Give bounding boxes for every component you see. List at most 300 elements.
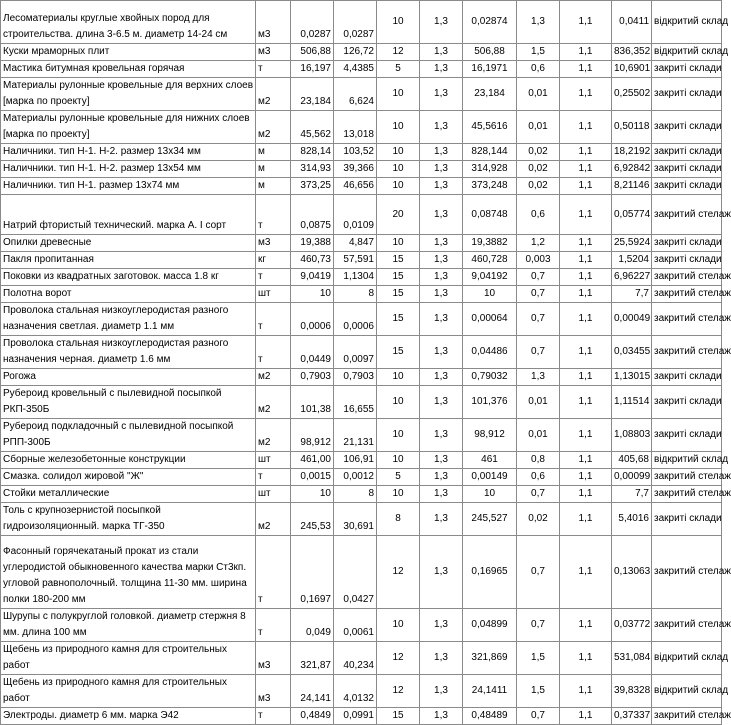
norm-cell: 1,3 (517, 1, 560, 44)
storage-type-cell: закритий стелаж (652, 269, 722, 286)
material-name-cell: Опилки древесные (1, 235, 256, 252)
factor-cell: 1,1 (560, 486, 612, 503)
factor-cell: 1,1 (560, 369, 612, 386)
storage-type-cell: закриті склади (652, 144, 722, 161)
norm-cell: 0,7 (517, 708, 560, 725)
unit-cell: м3 (256, 1, 291, 44)
storage-type-cell: відкритий склад (652, 1, 722, 44)
coefficient-cell: 1,3 (420, 178, 463, 195)
unit-cell: м3 (256, 44, 291, 61)
volume-cell: 45,5616 (463, 111, 517, 144)
quantity-cell: 460,73 (291, 252, 334, 269)
quantity-cell: 24,141 (291, 675, 334, 708)
factor-cell: 1,1 (560, 503, 612, 536)
quantity-cell: 828,14 (291, 144, 334, 161)
quantity-per-unit-cell: 40,234 (334, 642, 377, 675)
days-cell: 15 (377, 336, 420, 369)
material-name-cell: Сборные железобетонные конструкции (1, 452, 256, 469)
table-row (1, 269, 722, 286)
volume-cell: 314,928 (463, 161, 517, 178)
material-name-cell: Наличники. тип Н-1. Н-2. размер 13х34 мм (1, 144, 256, 161)
norm-cell: 0,8 (517, 452, 560, 469)
volume-cell: 0,00149 (463, 469, 517, 486)
unit-cell: т (256, 195, 291, 235)
unit-cell: т (256, 303, 291, 336)
coefficient-cell: 1,3 (420, 144, 463, 161)
days-cell: 10 (377, 609, 420, 642)
coefficient-cell: 1,3 (420, 486, 463, 503)
table-row (1, 144, 722, 161)
factor-cell: 1,1 (560, 252, 612, 269)
days-cell: 20 (377, 195, 420, 235)
unit-cell: шт (256, 486, 291, 503)
quantity-per-unit-cell: 0,0427 (334, 536, 377, 609)
days-cell: 15 (377, 269, 420, 286)
norm-cell: 0,6 (517, 195, 560, 235)
storage-type-cell: закриті склади (652, 369, 722, 386)
material-name-cell: Материалы рулонные кровельные для нижних слоев [марка по проекту] (1, 111, 256, 144)
quantity-per-unit-cell: 0,0991 (334, 708, 377, 725)
days-cell: 10 (377, 161, 420, 178)
days-cell: 10 (377, 486, 420, 503)
quantity-cell: 0,0015 (291, 469, 334, 486)
volume-cell: 0,08748 (463, 195, 517, 235)
coefficient-cell: 1,3 (420, 286, 463, 303)
area-cell: 0,13063 (612, 536, 652, 609)
quantity-per-unit-cell: 0,0097 (334, 336, 377, 369)
storage-type-cell: закриті склади (652, 252, 722, 269)
days-cell: 15 (377, 303, 420, 336)
volume-cell: 321,869 (463, 642, 517, 675)
norm-cell: 1,5 (517, 675, 560, 708)
table-row (1, 642, 722, 675)
days-cell: 10 (377, 419, 420, 452)
quantity-cell: 314,93 (291, 161, 334, 178)
quantity-cell: 101,38 (291, 386, 334, 419)
coefficient-cell: 1,3 (420, 386, 463, 419)
table-row (1, 235, 722, 252)
coefficient-cell: 1,3 (420, 111, 463, 144)
quantity-per-unit-cell: 16,655 (334, 386, 377, 419)
material-name-cell: Толь с крупнозернистой посыпкой гидроизоляционный. марка ТГ-350 (1, 503, 256, 536)
coefficient-cell: 1,3 (420, 61, 463, 78)
unit-cell: м2 (256, 111, 291, 144)
quantity-cell: 10 (291, 286, 334, 303)
material-name-cell: Материалы рулонные кровельные для верхних слоев [марка по проекту] (1, 78, 256, 111)
storage-type-cell: відкритий склад (652, 675, 722, 708)
days-cell: 10 (377, 144, 420, 161)
material-name-cell: Наличники. тип Н-1. размер 13х74 мм (1, 178, 256, 195)
norm-cell: 0,003 (517, 252, 560, 269)
factor-cell: 1,1 (560, 111, 612, 144)
storage-type-cell: закритий стелаж (652, 303, 722, 336)
quantity-per-unit-cell: 4,847 (334, 235, 377, 252)
norm-cell: 0,7 (517, 303, 560, 336)
material-name-cell: Натрий фтористый технический. марка А. I сорт (1, 195, 256, 235)
factor-cell: 1,1 (560, 144, 612, 161)
days-cell: 8 (377, 503, 420, 536)
table-row (1, 452, 722, 469)
table-row (1, 78, 722, 111)
area-cell: 405,68 (612, 452, 652, 469)
coefficient-cell: 1,3 (420, 369, 463, 386)
unit-cell: м (256, 161, 291, 178)
quantity-cell: 0,0449 (291, 336, 334, 369)
quantity-per-unit-cell: 103,52 (334, 144, 377, 161)
norm-cell: 0,7 (517, 609, 560, 642)
factor-cell: 1,1 (560, 195, 612, 235)
days-cell: 10 (377, 78, 420, 111)
material-name-cell: Шурупы с полукруглой головкой. диаметр стержня 8 мм. длина 100 мм (1, 609, 256, 642)
storage-type-cell: закритий стелаж (652, 336, 722, 369)
factor-cell: 1,1 (560, 44, 612, 61)
factor-cell: 1,1 (560, 269, 612, 286)
quantity-per-unit-cell: 0,0061 (334, 609, 377, 642)
quantity-cell: 10 (291, 486, 334, 503)
days-cell: 12 (377, 536, 420, 609)
norm-cell: 1,5 (517, 44, 560, 61)
unit-cell: м3 (256, 675, 291, 708)
days-cell: 10 (377, 235, 420, 252)
unit-cell: м2 (256, 78, 291, 111)
area-cell: 0,37337 (612, 708, 652, 725)
factor-cell: 1,1 (560, 675, 612, 708)
factor-cell: 1,1 (560, 161, 612, 178)
coefficient-cell: 1,3 (420, 195, 463, 235)
area-cell: 0,00049 (612, 303, 652, 336)
volume-cell: 506,88 (463, 44, 517, 61)
quantity-cell: 373,25 (291, 178, 334, 195)
quantity-per-unit-cell: 39,366 (334, 161, 377, 178)
factor-cell: 1,1 (560, 708, 612, 725)
table-row (1, 252, 722, 269)
area-cell: 0,50118 (612, 111, 652, 144)
factor-cell: 1,1 (560, 536, 612, 609)
storage-type-cell: закриті склади (652, 419, 722, 452)
storage-type-cell: закритий стелаж (652, 469, 722, 486)
days-cell: 5 (377, 469, 420, 486)
volume-cell: 0,16965 (463, 536, 517, 609)
factor-cell: 1,1 (560, 303, 612, 336)
material-name-cell: Лесоматериалы круглые хвойных пород для строительства. длина 3-6.5 м. диаметр 14-24 см (1, 1, 256, 44)
factor-cell: 1,1 (560, 642, 612, 675)
table-row (1, 675, 722, 708)
norm-cell: 0,02 (517, 503, 560, 536)
quantity-per-unit-cell: 0,0012 (334, 469, 377, 486)
table-row (1, 44, 722, 61)
material-name-cell: Рубероид подкладочный с пылевидной посыпкой РПП-300Б (1, 419, 256, 452)
norm-cell: 0,7 (517, 486, 560, 503)
volume-cell: 460,728 (463, 252, 517, 269)
norm-cell: 0,7 (517, 269, 560, 286)
material-name-cell: Проволока стальная низкоуглеродистая разного назначения черная. диаметр 1.6 мм (1, 336, 256, 369)
factor-cell: 1,1 (560, 386, 612, 419)
norm-cell: 0,01 (517, 78, 560, 111)
norm-cell: 1,2 (517, 235, 560, 252)
factor-cell: 1,1 (560, 178, 612, 195)
quantity-per-unit-cell: 0,0006 (334, 303, 377, 336)
days-cell: 12 (377, 675, 420, 708)
table-row (1, 195, 722, 235)
coefficient-cell: 1,3 (420, 44, 463, 61)
table-row (1, 503, 722, 536)
table-row (1, 536, 722, 609)
quantity-cell: 0,049 (291, 609, 334, 642)
storage-type-cell: відкритий склад (652, 44, 722, 61)
norm-cell: 0,7 (517, 336, 560, 369)
unit-cell: м3 (256, 235, 291, 252)
coefficient-cell: 1,3 (420, 161, 463, 178)
volume-cell: 0,48489 (463, 708, 517, 725)
area-cell: 7,7 (612, 486, 652, 503)
storage-type-cell: закритий стелаж (652, 708, 722, 725)
days-cell: 15 (377, 286, 420, 303)
quantity-cell: 245,53 (291, 503, 334, 536)
quantity-per-unit-cell: 57,591 (334, 252, 377, 269)
table-row (1, 486, 722, 503)
table-row (1, 469, 722, 486)
quantity-cell: 0,0006 (291, 303, 334, 336)
volume-cell: 373,248 (463, 178, 517, 195)
quantity-cell: 0,7903 (291, 369, 334, 386)
table-row (1, 609, 722, 642)
days-cell: 5 (377, 61, 420, 78)
factor-cell: 1,1 (560, 419, 612, 452)
unit-cell: т (256, 536, 291, 609)
table-row (1, 1, 722, 44)
volume-cell: 0,04899 (463, 609, 517, 642)
volume-cell: 24,1411 (463, 675, 517, 708)
quantity-per-unit-cell: 46,656 (334, 178, 377, 195)
area-cell: 25,5924 (612, 235, 652, 252)
norm-cell: 0,01 (517, 386, 560, 419)
unit-cell: т (256, 336, 291, 369)
quantity-per-unit-cell: 0,0109 (334, 195, 377, 235)
quantity-cell: 0,1697 (291, 536, 334, 609)
coefficient-cell: 1,3 (420, 235, 463, 252)
storage-type-cell: закриті склади (652, 386, 722, 419)
storage-type-cell: закритий стелаж (652, 486, 722, 503)
area-cell: 8,21146 (612, 178, 652, 195)
storage-type-cell: закриті склади (652, 78, 722, 111)
norm-cell: 0,7 (517, 536, 560, 609)
norm-cell: 0,6 (517, 61, 560, 78)
norm-cell: 0,02 (517, 161, 560, 178)
area-cell: 0,0411 (612, 1, 652, 44)
factor-cell: 1,1 (560, 609, 612, 642)
quantity-per-unit-cell: 8 (334, 286, 377, 303)
material-name-cell: Куски мраморных плит (1, 44, 256, 61)
volume-cell: 9,04192 (463, 269, 517, 286)
quantity-per-unit-cell: 0,0287 (334, 1, 377, 44)
unit-cell: м2 (256, 503, 291, 536)
coefficient-cell: 1,3 (420, 536, 463, 609)
norm-cell: 0,01 (517, 419, 560, 452)
norm-cell: 0,6 (517, 469, 560, 486)
quantity-per-unit-cell: 13,018 (334, 111, 377, 144)
coefficient-cell: 1,3 (420, 269, 463, 286)
quantity-cell: 0,4849 (291, 708, 334, 725)
quantity-per-unit-cell: 21,131 (334, 419, 377, 452)
unit-cell: м (256, 144, 291, 161)
unit-cell: шт (256, 286, 291, 303)
days-cell: 15 (377, 708, 420, 725)
coefficient-cell: 1,3 (420, 303, 463, 336)
storage-type-cell: відкритий склад (652, 452, 722, 469)
area-cell: 1,5204 (612, 252, 652, 269)
area-cell: 1,08803 (612, 419, 652, 452)
coefficient-cell: 1,3 (420, 642, 463, 675)
coefficient-cell: 1,3 (420, 419, 463, 452)
quantity-per-unit-cell: 4,4385 (334, 61, 377, 78)
days-cell: 10 (377, 369, 420, 386)
quantity-cell: 506,88 (291, 44, 334, 61)
material-name-cell: Щебень из природного камня для строительных работ (1, 642, 256, 675)
storage-type-cell: закритий стелаж (652, 195, 722, 235)
volume-cell: 16,1971 (463, 61, 517, 78)
area-cell: 0,03455 (612, 336, 652, 369)
material-name-cell: Фасонный горячекатаный прокат из стали углеродистой обыкновенного качества марки Ст3кп. угловой равнополочный. толщина 11-30 мм. ширина полки 180-200 мм (1, 536, 256, 609)
area-cell: 0,03772 (612, 609, 652, 642)
volume-cell: 461 (463, 452, 517, 469)
volume-cell: 0,04486 (463, 336, 517, 369)
days-cell: 10 (377, 1, 420, 44)
quantity-per-unit-cell: 30,691 (334, 503, 377, 536)
table-row (1, 419, 722, 452)
unit-cell: м2 (256, 419, 291, 452)
material-name-cell: Пакля пропитанная (1, 252, 256, 269)
volume-cell: 101,376 (463, 386, 517, 419)
storage-type-cell: закриті склади (652, 503, 722, 536)
volume-cell: 10 (463, 286, 517, 303)
unit-cell: м3 (256, 642, 291, 675)
volume-cell: 828,144 (463, 144, 517, 161)
unit-cell: т (256, 269, 291, 286)
volume-cell: 0,79032 (463, 369, 517, 386)
quantity-cell: 461,00 (291, 452, 334, 469)
unit-cell: т (256, 61, 291, 78)
quantity-cell: 0,0875 (291, 195, 334, 235)
unit-cell: кг (256, 252, 291, 269)
quantity-per-unit-cell: 6,624 (334, 78, 377, 111)
factor-cell: 1,1 (560, 452, 612, 469)
material-name-cell: Смазка. солидол жировой "Ж" (1, 469, 256, 486)
table-row (1, 161, 722, 178)
table-row (1, 178, 722, 195)
quantity-cell: 9,0419 (291, 269, 334, 286)
volume-cell: 245,527 (463, 503, 517, 536)
coefficient-cell: 1,3 (420, 503, 463, 536)
table-row (1, 111, 722, 144)
area-cell: 0,00099 (612, 469, 652, 486)
days-cell: 15 (377, 252, 420, 269)
material-name-cell: Поковки из квадратных заготовок. масса 1.8 кг (1, 269, 256, 286)
volume-cell: 0,00064 (463, 303, 517, 336)
material-name-cell: Рогожа (1, 369, 256, 386)
volume-cell: 23,184 (463, 78, 517, 111)
area-cell: 531,084 (612, 642, 652, 675)
volume-cell: 10 (463, 486, 517, 503)
table-row (1, 386, 722, 419)
storage-type-cell: закриті склади (652, 61, 722, 78)
material-name-cell: Наличники. тип Н-1. Н-2. размер 13х54 мм (1, 161, 256, 178)
material-name-cell: Рубероид кровельный с пылевидной посыпкой РКП-350Б (1, 386, 256, 419)
area-cell: 6,96227 (612, 269, 652, 286)
norm-cell: 0,02 (517, 144, 560, 161)
material-name-cell: Проволока стальная низкоуглеродистая разного назначения светлая. диаметр 1.1 мм (1, 303, 256, 336)
storage-type-cell: закриті склади (652, 161, 722, 178)
table-row (1, 61, 722, 78)
norm-cell: 1,3 (517, 369, 560, 386)
factor-cell: 1,1 (560, 61, 612, 78)
days-cell: 10 (377, 178, 420, 195)
unit-cell: м (256, 178, 291, 195)
area-cell: 0,05774 (612, 195, 652, 235)
storage-type-cell: закритий стелаж (652, 286, 722, 303)
material-name-cell: Полотна ворот (1, 286, 256, 303)
norm-cell: 0,01 (517, 111, 560, 144)
storage-type-cell: закриті склади (652, 178, 722, 195)
area-cell: 18,2192 (612, 144, 652, 161)
area-cell: 7,7 (612, 286, 652, 303)
quantity-per-unit-cell: 126,72 (334, 44, 377, 61)
days-cell: 10 (377, 452, 420, 469)
coefficient-cell: 1,3 (420, 675, 463, 708)
quantity-cell: 321,87 (291, 642, 334, 675)
days-cell: 10 (377, 386, 420, 419)
unit-cell: т (256, 708, 291, 725)
storage-type-cell: відкритий склад (652, 642, 722, 675)
coefficient-cell: 1,3 (420, 336, 463, 369)
coefficient-cell: 1,3 (420, 609, 463, 642)
volume-cell: 19,3882 (463, 235, 517, 252)
storage-type-cell: закритий стелаж (652, 609, 722, 642)
area-cell: 1,11514 (612, 386, 652, 419)
table-row (1, 286, 722, 303)
quantity-cell: 23,184 (291, 78, 334, 111)
norm-cell: 0,7 (517, 286, 560, 303)
table-row (1, 336, 722, 369)
quantity-per-unit-cell: 0,7903 (334, 369, 377, 386)
quantity-per-unit-cell: 106,91 (334, 452, 377, 469)
area-cell: 0,25502 (612, 78, 652, 111)
quantity-per-unit-cell: 4,0132 (334, 675, 377, 708)
storage-type-cell: закритий стелаж (652, 536, 722, 609)
area-cell: 1,13015 (612, 369, 652, 386)
table-row (1, 708, 722, 725)
factor-cell: 1,1 (560, 469, 612, 486)
area-cell: 6,92842 (612, 161, 652, 178)
unit-cell: м2 (256, 386, 291, 419)
norm-cell: 0,02 (517, 178, 560, 195)
material-name-cell: Стойки металлические (1, 486, 256, 503)
norm-cell: 1,5 (517, 642, 560, 675)
quantity-cell: 19,388 (291, 235, 334, 252)
area-cell: 5,4016 (612, 503, 652, 536)
days-cell: 10 (377, 111, 420, 144)
material-name-cell: Мастика битумная кровельная горячая (1, 61, 256, 78)
quantity-cell: 45,562 (291, 111, 334, 144)
area-cell: 836,352 (612, 44, 652, 61)
factor-cell: 1,1 (560, 1, 612, 44)
unit-cell: т (256, 609, 291, 642)
quantity-cell: 98,912 (291, 419, 334, 452)
storage-type-cell: закриті склади (652, 111, 722, 144)
factor-cell: 1,1 (560, 336, 612, 369)
quantity-cell: 16,197 (291, 61, 334, 78)
coefficient-cell: 1,3 (420, 452, 463, 469)
days-cell: 12 (377, 642, 420, 675)
